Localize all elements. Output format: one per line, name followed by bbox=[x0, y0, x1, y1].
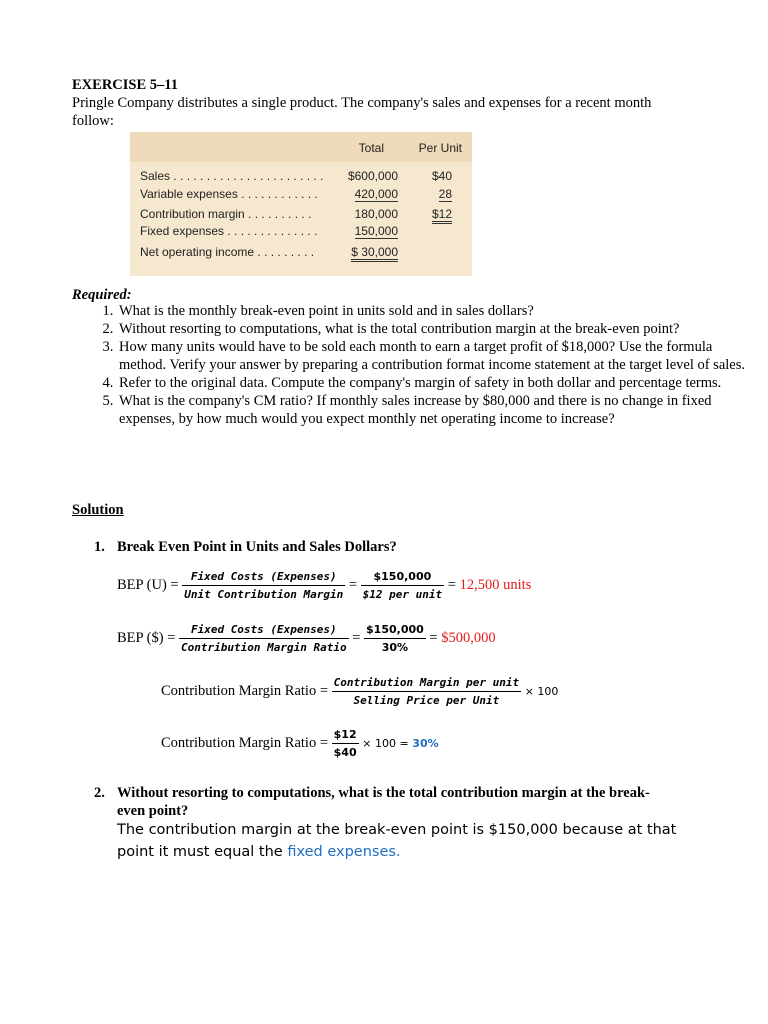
q2-answer-line-2-text: point it must equal the bbox=[117, 844, 288, 860]
fraction-denominator: 30% bbox=[381, 641, 409, 654]
cm-ratio-formula bbox=[161, 676, 558, 707]
q2-answer-line-2 bbox=[117, 841, 717, 863]
bep-units-label: BEP (U) = bbox=[117, 576, 179, 593]
exercise-intro-line-1: Pringle Company distributes a single product. The company's sales and expenses for a recent month bbox=[72, 95, 652, 111]
required-list bbox=[72, 302, 757, 428]
cm-ratio-calculation bbox=[161, 728, 439, 759]
cm-ratio-formula-fraction bbox=[332, 676, 521, 707]
row-label-variable-expenses: Variable expenses . . . . . . . . . . . . bbox=[140, 187, 318, 201]
row-per-unit-contribution-margin: $12 bbox=[432, 207, 452, 224]
list-item: 4. Refer to the original data. Compute the company's margin of safety in both dollar and percentage terms. bbox=[117, 374, 757, 392]
bep-dollars-label: BEP ($) = bbox=[117, 629, 176, 646]
row-total-fixed-expenses: 150,000 bbox=[354, 224, 398, 238]
row-total-variable-expenses: 420,000 bbox=[354, 187, 398, 201]
required-heading: Required: bbox=[72, 287, 132, 303]
solution-heading: Solution bbox=[72, 502, 124, 518]
row-total-contribution-margin: 180,000 bbox=[354, 207, 398, 221]
times-hundred: × 100 bbox=[524, 684, 559, 698]
equals-sign: = bbox=[429, 629, 438, 646]
bep-dollars-value-fraction bbox=[364, 623, 426, 654]
fraction-numerator: Fixed Costs (Expenses) bbox=[182, 570, 345, 586]
q2-number: 2. bbox=[94, 785, 105, 801]
income-statement-table bbox=[130, 132, 472, 276]
fraction-denominator: Unit Contribution Margin bbox=[184, 588, 344, 601]
bep-units-formula-fraction bbox=[182, 570, 345, 601]
bep-dollars-result: $500,000 bbox=[441, 629, 496, 646]
bep-units-equation bbox=[117, 570, 531, 601]
q2-answer-line-1: The contribution margin at the break-even point is $150,000 because at that bbox=[117, 822, 677, 838]
cm-ratio-value-fraction bbox=[332, 728, 359, 759]
row-per-unit-variable-expenses: 28 bbox=[438, 187, 452, 201]
fraction-denominator: $12 per unit bbox=[362, 588, 443, 601]
column-header-per-unit: Per Unit bbox=[418, 141, 462, 155]
times-hundred-equals: × 100 = bbox=[362, 736, 409, 750]
row-label-sales: Sales . . . . . . . . . . . . . . . . . . . . . . . bbox=[140, 169, 324, 183]
exercise-intro-line-2: follow: bbox=[72, 113, 114, 129]
row-total-net-operating-income: $ 30,000 bbox=[351, 245, 398, 262]
row-total-sales: $600,000 bbox=[347, 169, 398, 183]
fraction-numerator: Contribution Margin per unit bbox=[332, 676, 521, 692]
q1-number: 1. bbox=[94, 539, 105, 555]
bep-units-result: 12,500 units bbox=[459, 576, 532, 593]
row-label-contribution-margin: Contribution margin . . . . . . . . . . bbox=[140, 207, 312, 221]
q2-title-line-2: even point? bbox=[117, 803, 189, 819]
cm-ratio-label: Contribution Margin Ratio = bbox=[161, 734, 329, 751]
fraction-denominator: Selling Price per Unit bbox=[353, 694, 500, 707]
bep-dollars-equation bbox=[117, 623, 496, 654]
q2-answer bbox=[117, 819, 717, 863]
bep-dollars-formula-fraction bbox=[179, 623, 349, 654]
q2-title bbox=[117, 784, 717, 820]
column-header-total: Total bbox=[358, 141, 384, 155]
cm-ratio-result: 30% bbox=[412, 736, 439, 750]
bep-units-value-fraction bbox=[361, 570, 444, 601]
fraction-denominator: $40 bbox=[333, 746, 357, 759]
equals-sign: = bbox=[348, 576, 358, 593]
fraction-numerator: $150,000 bbox=[361, 570, 444, 586]
fraction-numerator: Fixed Costs (Expenses) bbox=[179, 623, 349, 639]
row-label-net-operating-income: Net operating income . . . . . . . . . bbox=[140, 245, 315, 259]
cm-ratio-label: Contribution Margin Ratio = bbox=[161, 682, 329, 699]
list-item: 1. What is the monthly break-even point in units sold and in sales dollars? bbox=[117, 302, 757, 320]
row-label-fixed-expenses: Fixed expenses . . . . . . . . . . . . . . bbox=[140, 224, 318, 238]
q2-answer-highlight: fixed expenses. bbox=[287, 844, 401, 860]
row-per-unit-sales: $40 bbox=[431, 169, 452, 183]
equals-sign: = bbox=[447, 576, 456, 593]
exercise-intro bbox=[72, 94, 712, 130]
list-item: 3. How many units would have to be sold each month to earn a target profit of $18,000? Use the formula method. Verify your answer by preparing a contribution format income statement at the target level of sales. bbox=[117, 338, 757, 374]
list-item: 2. Without resorting to computations, what is the total contribution margin at the break-even point? bbox=[117, 320, 757, 338]
exercise-title: EXERCISE 5–11 bbox=[72, 77, 178, 93]
equals-sign: = bbox=[352, 629, 361, 646]
fraction-denominator: Contribution Margin Ratio bbox=[181, 641, 347, 654]
list-item: 5. What is the company's CM ratio? If monthly sales increase by $80,000 and there is no change in fixed expenses, by how much would you expect monthly net operating income to increase? bbox=[117, 392, 757, 428]
fraction-numerator: $150,000 bbox=[364, 623, 426, 639]
q2-title-line-1: Without resorting to computations, what is the total contribution margin at the break- bbox=[117, 785, 650, 801]
q1-title: Break Even Point in Units and Sales Dollars? bbox=[117, 539, 397, 555]
fraction-numerator: $12 bbox=[332, 728, 359, 744]
